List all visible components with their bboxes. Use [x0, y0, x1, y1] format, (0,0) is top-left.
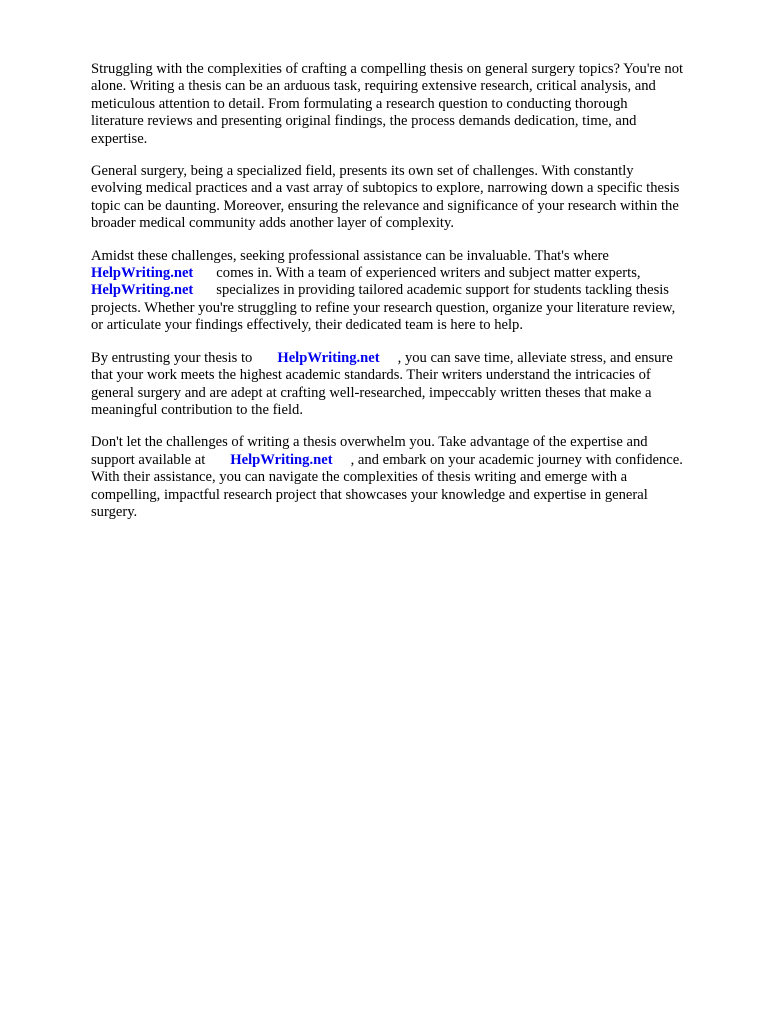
text-line: meaningful contribution to the field.: [91, 401, 303, 418]
text-fragment: comes in. With a team of experienced writers and subject matter experts,: [216, 265, 641, 282]
text-line-with-link: [91, 452, 731, 469]
paragraph-3: [91, 248, 731, 335]
text-line: Don't let the challenges of writing a thesis overwhelm you. Take advantage of the expertise and: [91, 434, 648, 451]
document-page: [91, 61, 731, 536]
text-line: that your work meets the highest academic standards. Their writers understand the intricacies of: [91, 367, 651, 384]
text-line: general surgery and are adept at crafting well-researched, impeccably written theses that make a: [91, 384, 652, 401]
paragraph-5: [91, 434, 731, 521]
text-fragment: specializes in providing tailored academic support for students tackling thesis: [216, 282, 669, 299]
paragraph-4: [91, 350, 731, 420]
text-fragment: support available at: [91, 451, 206, 468]
text-line-with-link: [91, 282, 731, 299]
text-line: expertise.: [91, 130, 148, 147]
text-line-with-link: [91, 265, 731, 282]
helpwriting-link[interactable]: HelpWriting.net: [230, 451, 333, 468]
text-line: Amidst these challenges, seeking professional assistance can be invaluable. That's where: [91, 247, 609, 264]
text-line: Struggling with the complexities of crafting a compelling thesis on general surgery topics? You're not: [91, 61, 684, 77]
paragraph-2: [91, 163, 731, 233]
text-line: or articulate your findings effectively, their dedicated team is here to help.: [91, 317, 523, 334]
helpwriting-link[interactable]: HelpWriting.net: [91, 282, 194, 299]
text-line: With their assistance, you can navigate the complexities of thesis writing and emerge with a: [91, 469, 628, 486]
text-line: broader medical community adds another layer of complexity.: [91, 215, 454, 232]
text-line: compelling, impactful research project that showcases your knowledge and expertise in general: [91, 486, 648, 503]
text-line: General surgery, being a specialized field, presents its own set of challenges. With constantly: [91, 163, 634, 180]
text-fragment: , you can save time, alleviate stress, and ensure: [397, 349, 673, 366]
text-line: projects. Whether you're struggling to refine your research question, organize your literature review,: [91, 299, 676, 316]
text-line-with-link: [91, 350, 731, 367]
text-line: alone. Writing a thesis can be an arduous task, requiring extensive research, critical analysis, and: [91, 78, 656, 95]
text-line: surgery.: [91, 503, 138, 520]
text-line: topic can be daunting. Moreover, ensuring the relevance and significance of your research within the: [91, 197, 679, 214]
text-line: literature reviews and presenting original findings, the process demands dedication, time, and: [91, 113, 637, 130]
paragraph-1: [91, 61, 731, 148]
helpwriting-link[interactable]: HelpWriting.net: [91, 265, 194, 282]
text-line: evolving medical practices and a vast array of subtopics to explore, narrowing down a specific thesis: [91, 180, 680, 197]
helpwriting-link[interactable]: HelpWriting.net: [277, 349, 380, 366]
text-fragment: , and embark on your academic journey with confidence.: [350, 451, 683, 468]
text-fragment: By entrusting your thesis to: [91, 349, 253, 366]
text-line: meticulous attention to detail. From formulating a research question to conducting thorough: [91, 95, 628, 112]
